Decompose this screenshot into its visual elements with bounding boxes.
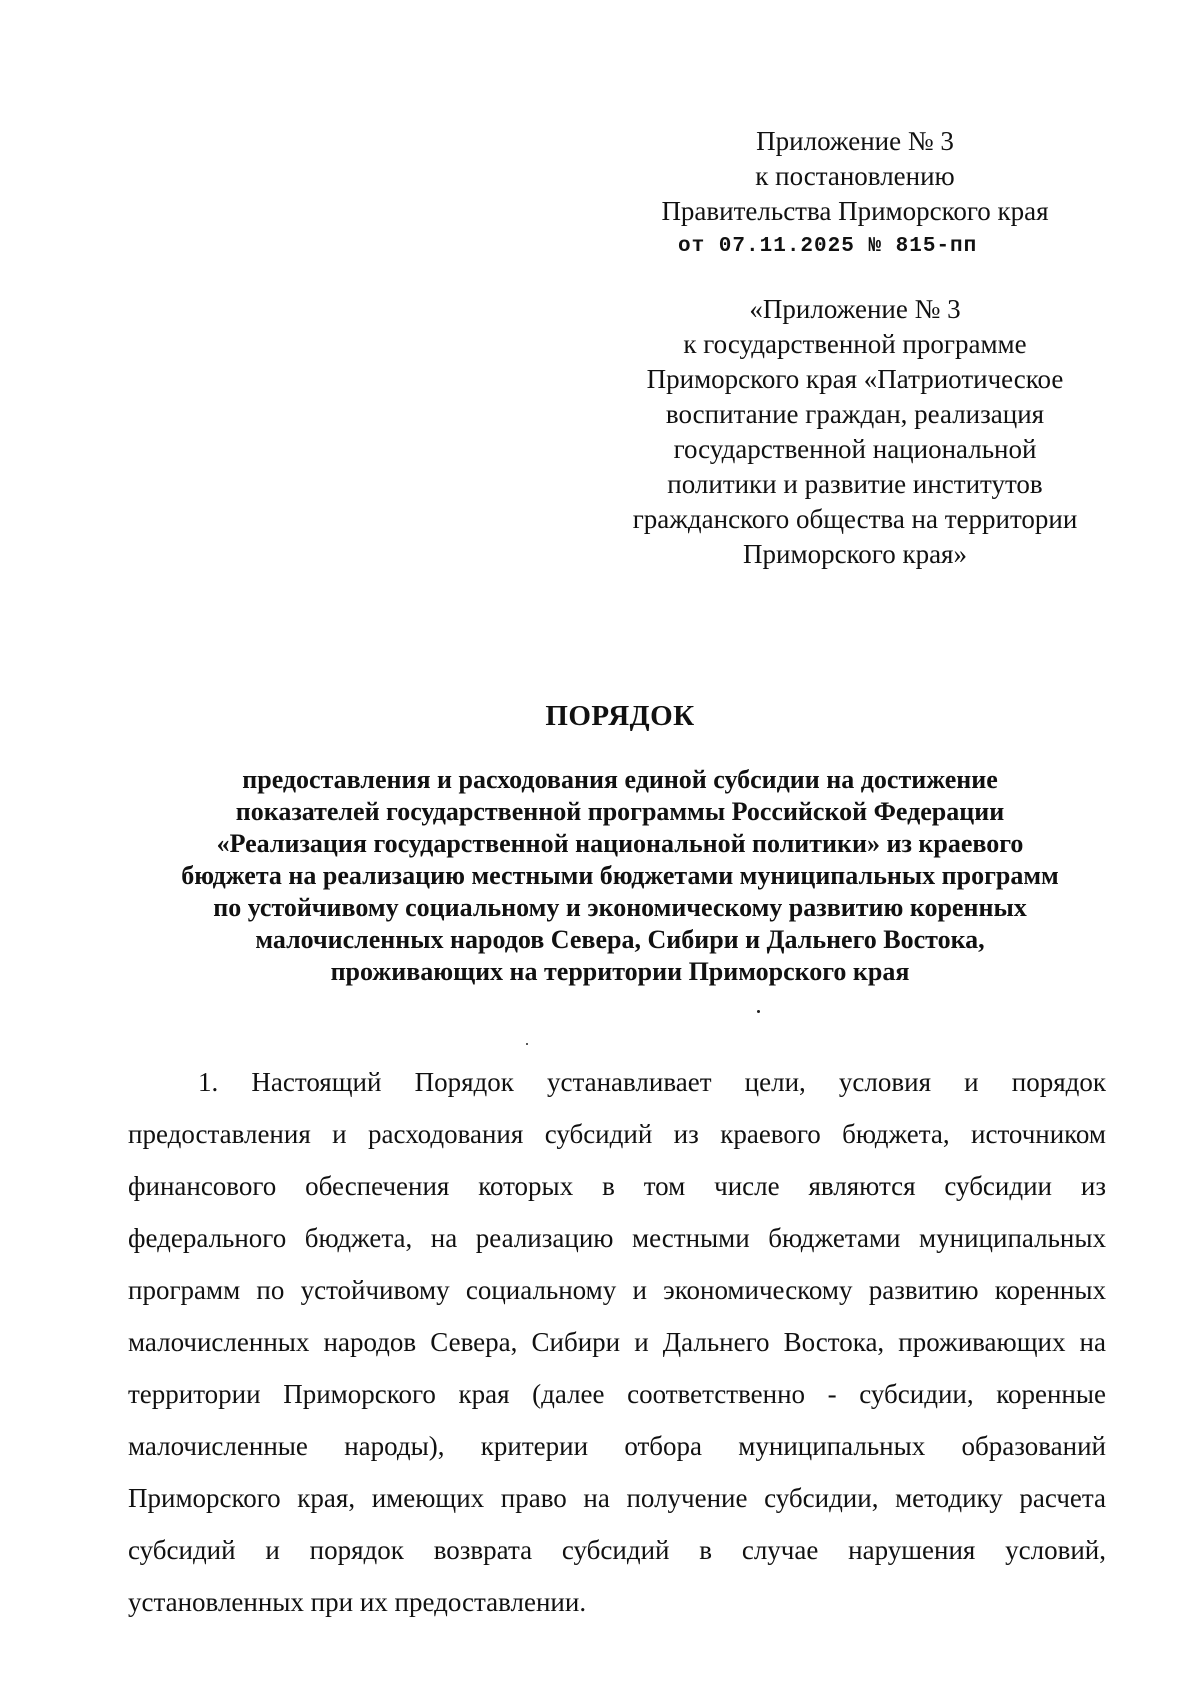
paragraph-1 bbox=[128, 1056, 1106, 1628]
subtitle-line: по устойчивому социальному и экономическому развитию коренных bbox=[213, 893, 1027, 922]
subtitle-line: «Реализация государственной национальной политики» из краевого bbox=[216, 829, 1024, 858]
appendix-header bbox=[640, 124, 1070, 264]
annex-line: Приморского края» bbox=[743, 539, 967, 569]
paragraph-line: установленных при их предоставлении. bbox=[128, 1587, 587, 1617]
paragraph-line: федерального бюджета, на реализацию местными бюджетами муниципальных bbox=[128, 1223, 1106, 1253]
paragraph-line: предоставления и расходования субсидий из краевого бюджета, источником bbox=[128, 1119, 1106, 1149]
annex-reference bbox=[600, 292, 1110, 572]
appendix-to-resolution: к постановлению bbox=[755, 161, 955, 191]
paragraph-line: 1. Настоящий Порядок устанавливает цели, условия и порядок bbox=[198, 1067, 1106, 1097]
paragraph-line: Приморского края, имеющих право на получение субсидии, методику расчета bbox=[128, 1483, 1106, 1513]
scan-speck bbox=[526, 1043, 528, 1045]
paragraph-line: субсидий и порядок возврата субсидий в случае нарушения условий, bbox=[128, 1535, 1106, 1565]
paragraph-line: финансового обеспечения которых в том числе являются субсидии из bbox=[128, 1171, 1106, 1201]
paragraph-line: малочисленные народы), критерии отбора муниципальных образований bbox=[128, 1431, 1106, 1461]
annex-line: воспитание граждан, реализация bbox=[665, 399, 1045, 429]
appendix-government: Правительства Приморского края bbox=[661, 196, 1049, 226]
subtitle-line: малочисленных народов Севера, Сибири и Дальнего Востока, bbox=[255, 925, 985, 954]
appendix-number: Приложение № 3 bbox=[756, 126, 954, 156]
subtitle-line: бюджета на реализацию местными бюджетами муниципальных программ bbox=[181, 861, 1059, 890]
scan-speck bbox=[757, 1010, 760, 1013]
annex-line: к государственной программе bbox=[683, 329, 1027, 359]
annex-line: политики и развитие институтов bbox=[667, 469, 1043, 499]
paragraph-line: программ по устойчивому социальному и экономическому развитию коренных bbox=[128, 1275, 1106, 1305]
subtitle-line: показателей государственной программы Российской Федерации bbox=[235, 797, 1005, 826]
paragraph-line: малочисленных народов Севера, Сибири и Дальнего Востока, проживающих на bbox=[128, 1327, 1106, 1357]
document-title: ПОРЯДОК bbox=[545, 700, 695, 732]
paragraph-line: территории Приморского края (далее соответственно - субсидии, коренные bbox=[128, 1379, 1106, 1409]
annex-line: «Приложение № 3 bbox=[749, 294, 961, 324]
annex-line: гражданского общества на территории bbox=[632, 504, 1078, 534]
registration-stamp: от 07.11.2025 № 815-пп bbox=[678, 235, 978, 258]
document-subtitle bbox=[110, 764, 1130, 988]
annex-line: государственной национальной bbox=[673, 434, 1037, 464]
subtitle-line: предоставления и расходования единой субсидии на достижение bbox=[242, 765, 998, 794]
subtitle-line: проживающих на территории Приморского края bbox=[330, 957, 910, 986]
annex-line: Приморского края «Патриотическое bbox=[646, 364, 1064, 394]
